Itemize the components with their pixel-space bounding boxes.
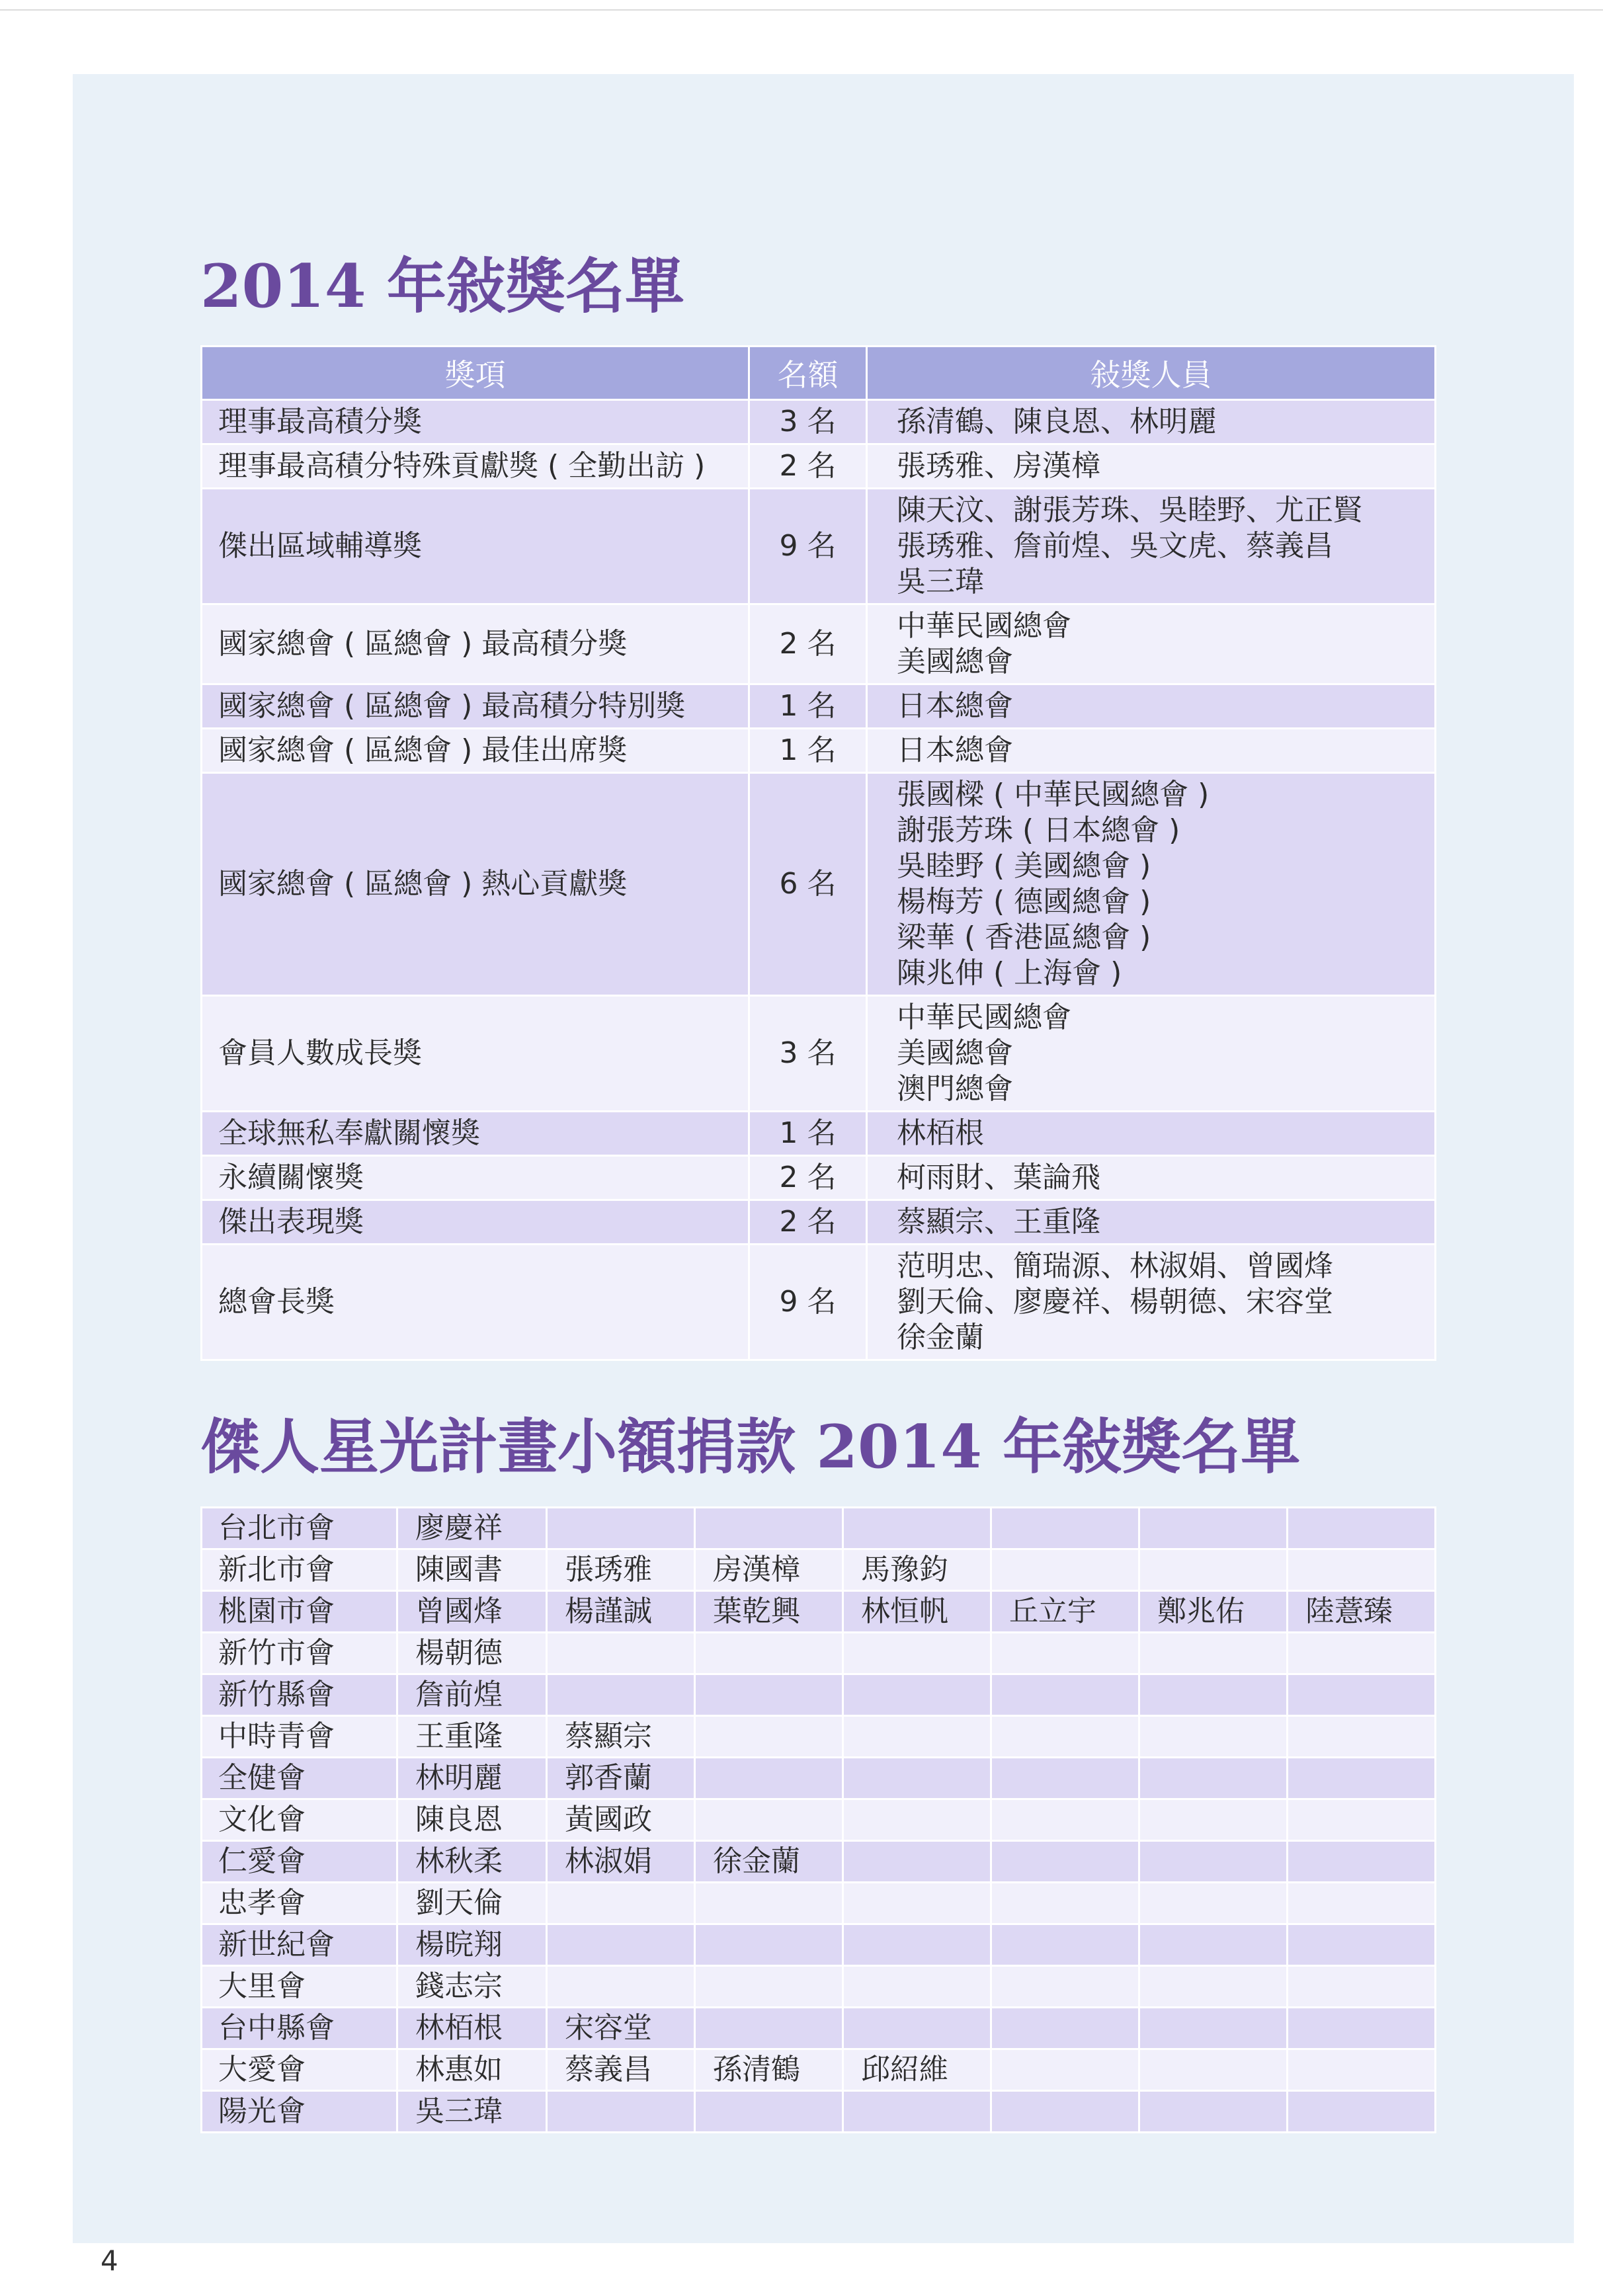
- donor-name: 林秋柔: [397, 1841, 547, 1883]
- donor-name: [1288, 1674, 1436, 1716]
- donor-name: [695, 1508, 843, 1549]
- award-recipients: [867, 773, 1436, 996]
- award-count: 6 名: [749, 773, 867, 996]
- club-name: 新竹市會: [202, 1633, 397, 1674]
- donor-name: 陳良恩: [397, 1799, 547, 1841]
- club-name: 大愛會: [202, 2049, 397, 2091]
- donor-name: 張琇雅: [547, 1549, 695, 1591]
- donations-title: 傑人星光計畫小額捐款 2014 年敍獎名單: [200, 1412, 1301, 1482]
- award-name: 會員人數成長獎: [202, 996, 749, 1112]
- donor-name: [547, 1674, 695, 1716]
- donation-row: [202, 2049, 1436, 2091]
- award-count: 1 名: [749, 684, 867, 729]
- donor-name: 楊晥翔: [397, 1924, 547, 1966]
- awards-title: 2014 年敍獎名單: [200, 251, 684, 321]
- donor-name: 陸薏臻: [1288, 1591, 1436, 1633]
- donation-row: [202, 1924, 1436, 1966]
- award-recipients: [867, 1156, 1436, 1200]
- donor-name: [1288, 1966, 1436, 2008]
- donor-name: [695, 1966, 843, 2008]
- award-name: 理事最高積分特殊貢獻獎 ( 全勤出訪 ): [202, 444, 749, 489]
- donor-name: [991, 1549, 1139, 1591]
- recipient-line: 柯雨財、葉論飛: [897, 1161, 1100, 1194]
- donor-name: [1139, 2091, 1288, 2133]
- donation-row: [202, 1758, 1436, 1799]
- donation-row: [202, 1841, 1436, 1883]
- donor-name: [1139, 1966, 1288, 2008]
- donor-name: [1288, 2091, 1436, 2133]
- donor-name: 丘立宇: [991, 1591, 1139, 1633]
- donor-name: 黃國政: [547, 1799, 695, 1841]
- awards-table: [200, 345, 1436, 1361]
- donor-name: 林淑娟: [547, 1841, 695, 1883]
- donor-name: [1139, 2008, 1288, 2049]
- donor-name: [843, 1966, 991, 2008]
- donor-name: 徐金蘭: [695, 1841, 843, 1883]
- donor-name: [1288, 1841, 1436, 1883]
- recipient-line: 日本總會: [897, 689, 1013, 723]
- donor-name: 房漢樟: [695, 1549, 843, 1591]
- award-recipients: [867, 729, 1436, 773]
- award-name: 永續關懷獎: [202, 1156, 749, 1200]
- donation-row: [202, 1633, 1436, 1674]
- donor-name: [1288, 2049, 1436, 2091]
- club-name: 陽光會: [202, 2091, 397, 2133]
- donor-name: 楊謹誠: [547, 1591, 695, 1633]
- recipient-line: 謝張芳珠 ( 日本總會 ): [897, 813, 1180, 847]
- award-count: 1 名: [749, 1112, 867, 1156]
- award-row: [202, 729, 1436, 773]
- donor-name: [1288, 2008, 1436, 2049]
- donor-name: [547, 1883, 695, 1924]
- donor-name: 林恒帆: [843, 1591, 991, 1633]
- award-row: [202, 400, 1436, 444]
- award-recipients: [867, 604, 1436, 684]
- donor-name: [695, 1633, 843, 1674]
- donor-name: 蔡顯宗: [547, 1716, 695, 1758]
- club-name: 桃園市會: [202, 1591, 397, 1633]
- award-count: 2 名: [749, 444, 867, 489]
- donor-name: 林栢根: [397, 2008, 547, 2049]
- donor-name: [1139, 1883, 1288, 1924]
- donor-name: 錢志宗: [397, 1966, 547, 2008]
- donor-name: [1139, 2049, 1288, 2091]
- recipient-line: 美國總會: [897, 645, 1013, 678]
- donor-name: [843, 1716, 991, 1758]
- award-name: 傑出表現獎: [202, 1200, 749, 1245]
- award-row: [202, 773, 1436, 996]
- award-name: 傑出區域輔導獎: [202, 489, 749, 604]
- awards-body: [202, 400, 1436, 1360]
- donor-name: [991, 2049, 1139, 2091]
- donor-name: [991, 2008, 1139, 2049]
- donor-name: [1288, 1758, 1436, 1799]
- donor-name: [695, 1883, 843, 1924]
- donor-name: [843, 1924, 991, 1966]
- donor-name: [1139, 1841, 1288, 1883]
- recipient-line: 張琇雅、詹前煌、吳文虎、蔡義昌: [897, 529, 1333, 563]
- donations-table: [200, 1506, 1436, 2133]
- donor-name: [843, 1841, 991, 1883]
- header-recipients: 敍獎人員: [867, 347, 1436, 400]
- donor-name: [843, 1674, 991, 1716]
- award-count: 2 名: [749, 1200, 867, 1245]
- recipient-line: 徐金蘭: [897, 1321, 984, 1354]
- recipient-line: 中華民國總會: [897, 609, 1071, 643]
- donor-name: 馬豫鈞: [843, 1549, 991, 1591]
- recipient-line: 孫清鶴、陳良恩、林明麗: [897, 405, 1217, 438]
- scan-top-edge: [0, 9, 1603, 11]
- recipient-line: 中華民國總會: [897, 1001, 1071, 1034]
- donation-row: [202, 1716, 1436, 1758]
- header-award: 獎項: [202, 347, 749, 400]
- donor-name: [1288, 1508, 1436, 1549]
- club-name: 文化會: [202, 1799, 397, 1841]
- donor-name: 孫清鶴: [695, 2049, 843, 2091]
- donor-name: 楊朝德: [397, 1633, 547, 1674]
- recipient-line: 蔡顯宗、王重隆: [897, 1205, 1100, 1239]
- donor-name: [843, 2091, 991, 2133]
- award-recipients: [867, 400, 1436, 444]
- club-name: 新世紀會: [202, 1924, 397, 1966]
- donor-name: [843, 1799, 991, 1841]
- award-row: [202, 444, 1436, 489]
- donor-name: 曾國烽: [397, 1591, 547, 1633]
- donation-row: [202, 1674, 1436, 1716]
- recipient-line: 陳天汶、謝張芳珠、吳睦野、尤正賢: [897, 493, 1362, 527]
- donor-name: [1288, 1633, 1436, 1674]
- donation-row: [202, 1883, 1436, 1924]
- recipient-line: 日本總會: [897, 733, 1013, 767]
- donor-name: [843, 1633, 991, 1674]
- donor-name: [1139, 1549, 1288, 1591]
- award-name: 理事最高積分獎: [202, 400, 749, 444]
- donor-name: [1139, 1716, 1288, 1758]
- donor-name: [695, 1716, 843, 1758]
- donor-name: [991, 1674, 1139, 1716]
- donor-name: [843, 1508, 991, 1549]
- club-name: 台北市會: [202, 1508, 397, 1549]
- award-row: [202, 1112, 1436, 1156]
- donor-name: [1288, 1883, 1436, 1924]
- donor-name: [991, 1508, 1139, 1549]
- recipient-line: 張國樑 ( 中華民國總會 ): [897, 778, 1210, 811]
- donor-name: [1139, 1799, 1288, 1841]
- donor-name: [1139, 1674, 1288, 1716]
- club-name: 大里會: [202, 1966, 397, 2008]
- club-name: 忠孝會: [202, 1883, 397, 1924]
- donor-name: 陳國書: [397, 1549, 547, 1591]
- donor-name: [695, 1674, 843, 1716]
- club-name: 台中縣會: [202, 2008, 397, 2049]
- donor-name: [547, 1966, 695, 2008]
- donations-body: [202, 1508, 1436, 2133]
- awards-header-row: [202, 347, 1436, 400]
- award-row: [202, 1156, 1436, 1200]
- donor-name: 林惠如: [397, 2049, 547, 2091]
- donor-name: [547, 1508, 695, 1549]
- club-name: 新竹縣會: [202, 1674, 397, 1716]
- award-count: 2 名: [749, 1156, 867, 1200]
- donation-row: [202, 2091, 1436, 2133]
- donor-name: 林明麗: [397, 1758, 547, 1799]
- donor-name: [1139, 1508, 1288, 1549]
- award-row: [202, 604, 1436, 684]
- award-row: [202, 489, 1436, 604]
- donor-name: [695, 2091, 843, 2133]
- recipient-line: 陳兆伸 ( 上海會 ): [897, 956, 1122, 990]
- recipient-line: 吳睦野 ( 美國總會 ): [897, 849, 1151, 883]
- donor-name: [1288, 1799, 1436, 1841]
- donor-name: [991, 1841, 1139, 1883]
- recipient-line: 美國總會: [897, 1036, 1013, 1070]
- donor-name: [991, 1633, 1139, 1674]
- donor-name: [547, 1924, 695, 1966]
- donor-name: 吳三瑋: [397, 2091, 547, 2133]
- club-name: 新北市會: [202, 1549, 397, 1591]
- award-name: 國家總會 ( 區總會 ) 最高積分獎: [202, 604, 749, 684]
- award-count: 2 名: [749, 604, 867, 684]
- award-row: [202, 1200, 1436, 1245]
- donor-name: [843, 1883, 991, 1924]
- donor-name: 郭香蘭: [547, 1758, 695, 1799]
- award-row: [202, 684, 1436, 729]
- award-recipients: [867, 684, 1436, 729]
- donor-name: [1288, 1716, 1436, 1758]
- recipient-line: 吳三瑋: [897, 565, 984, 598]
- donor-name: [991, 2091, 1139, 2133]
- page-number: 4: [101, 2244, 118, 2277]
- donor-name: [695, 1758, 843, 1799]
- award-recipients: [867, 1245, 1436, 1360]
- award-count: 1 名: [749, 729, 867, 773]
- award-recipients: [867, 1200, 1436, 1245]
- donor-name: [695, 1924, 843, 1966]
- donor-name: [843, 1758, 991, 1799]
- donor-name: [1139, 1924, 1288, 1966]
- award-row: [202, 1245, 1436, 1360]
- donor-name: 邱紹維: [843, 2049, 991, 2091]
- award-recipients: [867, 996, 1436, 1112]
- header-count: 名額: [749, 347, 867, 400]
- donor-name: 葉乾興: [695, 1591, 843, 1633]
- donation-row: [202, 1549, 1436, 1591]
- donor-name: 蔡義昌: [547, 2049, 695, 2091]
- donor-name: [843, 2008, 991, 2049]
- donor-name: 劉天倫: [397, 1883, 547, 1924]
- award-name: 國家總會 ( 區總會 ) 最佳出席獎: [202, 729, 749, 773]
- donor-name: [1139, 1758, 1288, 1799]
- award-row: [202, 996, 1436, 1112]
- award-name: 國家總會 ( 區總會 ) 熱心貢獻獎: [202, 773, 749, 996]
- donor-name: 宋容堂: [547, 2008, 695, 2049]
- recipient-line: 澳門總會: [897, 1072, 1013, 1106]
- donor-name: 廖慶祥: [397, 1508, 547, 1549]
- donor-name: [547, 1633, 695, 1674]
- award-recipients: [867, 444, 1436, 489]
- donor-name: 鄭兆佑: [1139, 1591, 1288, 1633]
- donor-name: [695, 2008, 843, 2049]
- donor-name: [991, 1883, 1139, 1924]
- donor-name: [991, 1924, 1139, 1966]
- donor-name: [991, 1799, 1139, 1841]
- donor-name: 王重隆: [397, 1716, 547, 1758]
- club-name: 仁愛會: [202, 1841, 397, 1883]
- recipient-line: 林栢根: [897, 1116, 984, 1150]
- donor-name: [1139, 1633, 1288, 1674]
- donor-name: 詹前煌: [397, 1674, 547, 1716]
- award-name: 全球無私奉獻關懷獎: [202, 1112, 749, 1156]
- recipient-line: 楊梅芳 ( 德國總會 ): [897, 885, 1151, 919]
- award-name: 國家總會 ( 區總會 ) 最高積分特別獎: [202, 684, 749, 729]
- club-name: 全健會: [202, 1758, 397, 1799]
- donation-row: [202, 1508, 1436, 1549]
- club-name: 中時青會: [202, 1716, 397, 1758]
- award-count: 3 名: [749, 400, 867, 444]
- award-recipients: [867, 489, 1436, 604]
- donor-name: [991, 1758, 1139, 1799]
- award-count: 9 名: [749, 1245, 867, 1360]
- donation-row: [202, 1966, 1436, 2008]
- donor-name: [1288, 1549, 1436, 1591]
- donation-row: [202, 1799, 1436, 1841]
- donation-row: [202, 2008, 1436, 2049]
- donor-name: [695, 1799, 843, 1841]
- recipient-line: 范明忠、簡瑞源、林淑娟、曾國烽: [897, 1249, 1333, 1283]
- donation-row: [202, 1591, 1436, 1633]
- award-count: 3 名: [749, 996, 867, 1112]
- donor-name: [1288, 1924, 1436, 1966]
- donor-name: [547, 2091, 695, 2133]
- award-count: 9 名: [749, 489, 867, 604]
- donor-name: [991, 1966, 1139, 2008]
- award-recipients: [867, 1112, 1436, 1156]
- award-name: 總會長獎: [202, 1245, 749, 1360]
- recipient-line: 梁華 ( 香港區總會 ): [897, 921, 1151, 954]
- recipient-line: 張琇雅、房漢樟: [897, 449, 1100, 483]
- recipient-line: 劉天倫、廖慶祥、楊朝德、宋容堂: [897, 1285, 1333, 1319]
- donor-name: [991, 1716, 1139, 1758]
